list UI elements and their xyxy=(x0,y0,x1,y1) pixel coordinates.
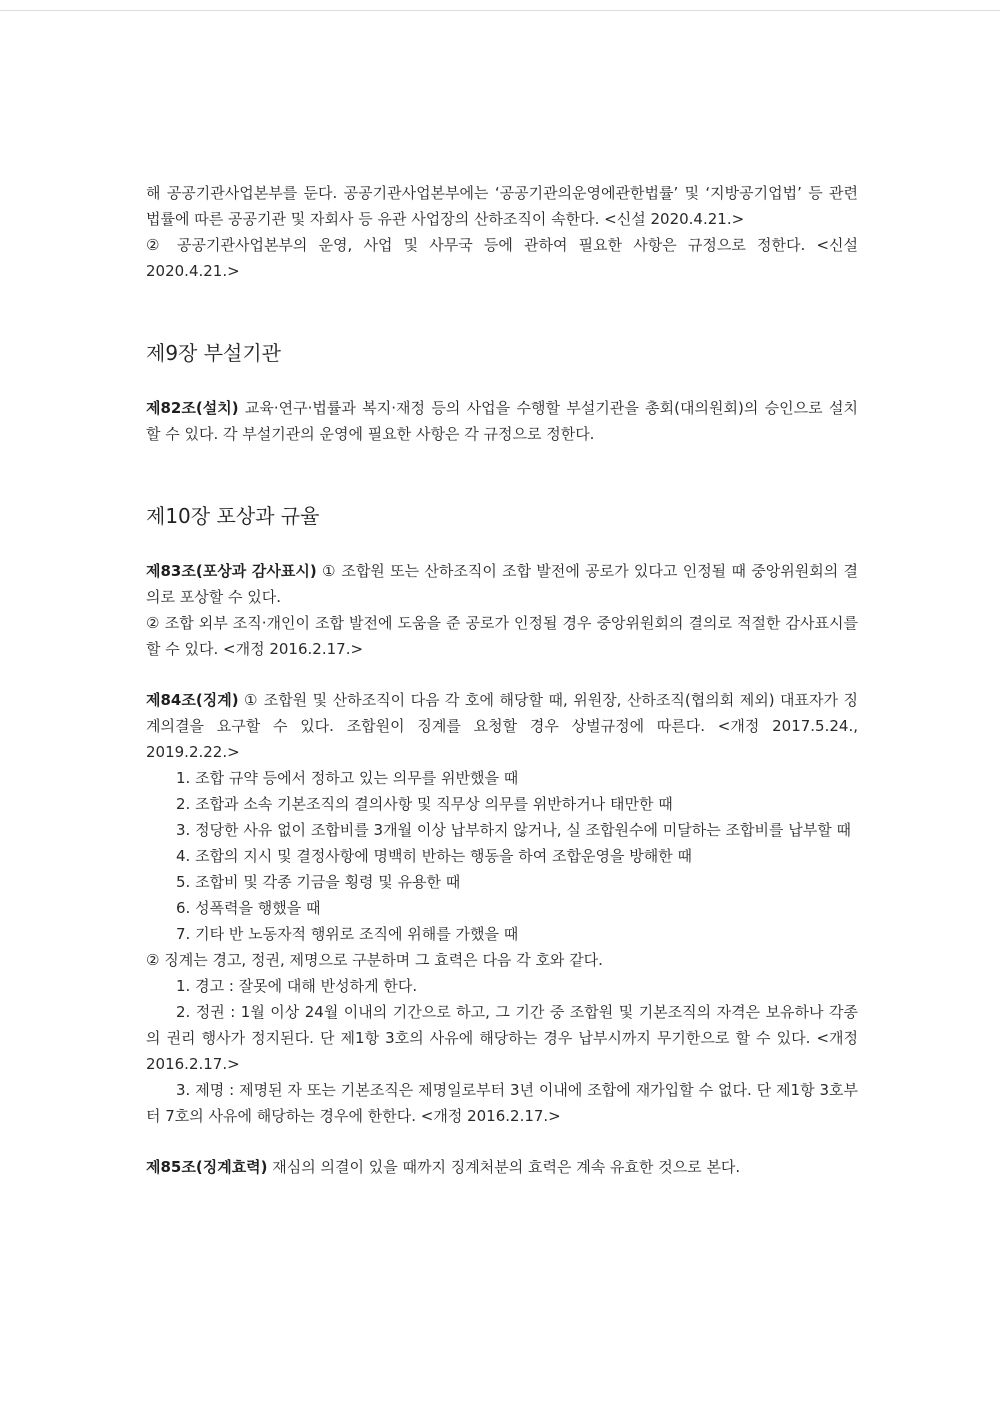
intro-paragraph-2: ② 공공기관사업본부의 운영, 사업 및 사무국 등에 관하여 필요한 사항은 규정으로 정한다. <신설 2020.4.21.> xyxy=(146,236,858,280)
article-84-item: 5. 조합비 및 각종 기금을 횡령 및 유용한 때 xyxy=(176,873,461,891)
article-83-title: 제83조(포상과 감사표시) xyxy=(146,562,317,580)
article-84-paragraph-2: ② 징계는 경고, 정권, 제명으로 구분하며 그 효력은 다음 각 호와 같다. xyxy=(146,951,603,969)
article-84-item: 3. 정당한 사유 없이 조합비를 3개월 이상 납부하지 않거나, 실 조합원수에 미달하는 조합비를 납부할 때 xyxy=(176,821,851,839)
article-84-item: 1. 조합 규약 등에서 정하고 있는 의무를 위반했을 때 xyxy=(176,769,519,787)
article-83-paragraph-2: ② 조합 외부 조직·개인이 조합 발전에 도움을 준 공로가 인정될 경우 중앙위원회의 결의로 적절한 감사표시를 할 수 있다. <개정 2016.2.17.> xyxy=(146,614,858,658)
article-84-item: 2. 조합과 소속 기본조직의 결의사항 및 직무상 의무를 위반하거나 태만한 때 xyxy=(176,795,673,813)
article-85-text: 재심의 의결이 있을 때까지 징계처분의 효력은 계속 유효한 것으로 본다. xyxy=(267,1158,741,1176)
article-85-title: 제85조(징계효력) xyxy=(146,1158,268,1176)
article-84-title: 제84조(징계) xyxy=(146,691,239,709)
article-82-text: 교육·연구·법률과 복지·재정 등의 사업을 수행할 부설기관을 총회(대의원회)의 승인으로 설치할 수 있다. 각 부설기관의 운영에 필요한 사항은 각 규정으로 정한다. xyxy=(146,399,858,443)
article-84-text-1: ① 조합원 및 산하조직이 다음 각 호에 해당할 때, 위원장, 산하조직(협의회 제외) 대표자가 징계의결을 요구할 수 있다. 조합원이 징계를 요청할 경우 상벌규정에 따른다. <개정 2017.5.24., 2019.2.22.> xyxy=(146,691,858,761)
intro-paragraph-1: 해 공공기관사업본부를 둔다. 공공기관사업본부에는 ‘공공기관의운영에관한법률’ 및 ‘지방공기업법’ 등 관련 법률에 따른 공공기관 및 자회사 등 유관 사업장의 산하조직이 속한다. <신설 2020.4.21.> xyxy=(146,184,858,228)
article-84-penalty-item: 2. 정권 : 1월 이상 24월 이내의 기간으로 하고, 그 기간 중 조합원 및 기본조직의 자격은 보유하나 각종의 권리 행사가 정지된다. 단 제1항 3호의 사유에 해당하는 경우 납부시까지 무기한으로 할 수 있다. <개정 2016.2.17.> xyxy=(146,1003,858,1073)
article-83-paragraph-1 xyxy=(146,558,858,610)
article-84-item: 4. 조합의 지시 및 결정사항에 명백히 반하는 행동을 하여 조합운영을 방해한 때 xyxy=(176,847,692,865)
document-body xyxy=(146,180,858,1180)
page-top-border xyxy=(0,10,1000,11)
article-82 xyxy=(146,395,858,447)
article-84-item: 7. 기타 반 노동자적 행위로 조직에 위해를 가했을 때 xyxy=(176,925,519,943)
chapter-10-heading: 제10장 포상과 규율 xyxy=(146,504,320,528)
article-82-title: 제82조(설치) xyxy=(146,399,239,417)
article-84-penalty-item: 1. 경고 : 잘못에 대해 반성하게 한다. xyxy=(176,977,418,995)
chapter-9-heading: 제9장 부설기관 xyxy=(146,341,282,365)
article-84-paragraph-1 xyxy=(146,687,858,765)
article-84-penalty-item: 3. 제명 : 제명된 자 또는 기본조직은 제명일로부터 3년 이내에 조합에 재가입할 수 없다. 단 제1항 3호부터 7호의 사유에 해당하는 경우에 한한다. <개정 2016.2.17.> xyxy=(146,1081,858,1125)
article-84-item: 6. 성폭력을 행했을 때 xyxy=(176,899,321,917)
article-85 xyxy=(146,1154,858,1180)
article-83-text-1: ① 조합원 또는 산하조직이 조합 발전에 공로가 있다고 인정될 때 중앙위원회의 결의로 포상할 수 있다. xyxy=(146,562,858,606)
